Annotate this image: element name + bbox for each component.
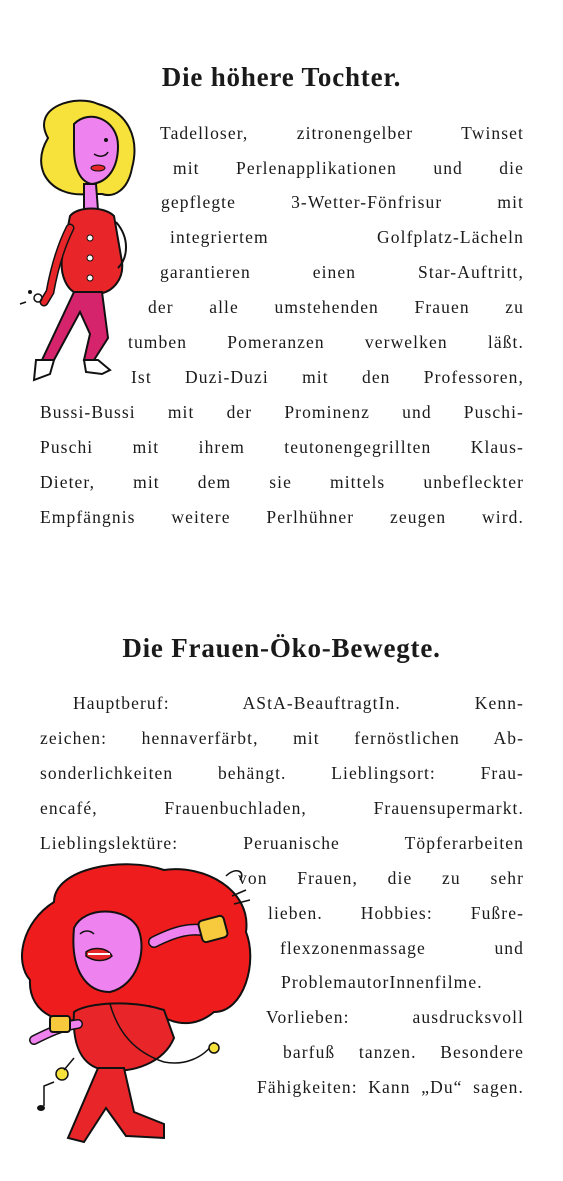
section2-line: zeichen: hennaverfärbt, mit fernöstlichen Ab-	[40, 728, 524, 748]
section1-line: Bussi-Bussi mit der Prominenz und Puschi-	[40, 402, 524, 422]
section1-line: Tadelloser, zitronengelber Twinset	[160, 123, 524, 143]
section2-line: flexzonenmassage und	[280, 938, 524, 958]
blonde-woman-illustration	[18, 98, 158, 394]
section2-line: ProblemautorInnenfilme.	[281, 972, 483, 992]
section1-line: garantieren einen Star-Auftritt,	[160, 262, 524, 282]
section2-line: lieben. Hobbies: Fußre-	[268, 903, 524, 923]
section2-line: von Frauen, die zu sehr	[238, 868, 524, 888]
section2-line: sonderlichkeiten behängt. Lieblingsort: Frau-	[40, 763, 524, 783]
section1-title: Die höhere Tochter.	[161, 62, 402, 92]
section1-line: Empfängnis weitere Perlhühner zeugen wird.	[40, 507, 524, 527]
section1-line: tumben Pomeranzen verwelken läßt.	[128, 332, 524, 352]
section1-line: mit Perlenapplikationen und die	[173, 158, 524, 178]
section2-line: encafé, Frauenbuchladen, Frauensupermarkt.	[40, 798, 524, 818]
section2-title: Die Frauen-Öko-Bewegte.	[122, 633, 441, 663]
section1-line: integriertem Golfplatz-Lächeln	[170, 227, 524, 247]
section2-line: Fähigkeiten: Kann „Du“ sagen.	[257, 1077, 524, 1097]
section1-line: gepflegte 3-Wetter-Fönfrisur mit	[161, 192, 524, 212]
section2-line: barfuß tanzen. Besondere	[283, 1042, 524, 1062]
section2-line: Lieblingslektüre: Peruanische Töpferarbeiten	[40, 833, 524, 853]
section2-line: Vorlieben: ausdrucksvoll	[266, 1007, 524, 1027]
section1-line: Puschi mit ihrem teutonengegrillten Klaus-	[40, 437, 524, 457]
section1-line: der alle umstehenden Frauen zu	[148, 297, 524, 317]
section1-line: Ist Duzi-Duzi mit den Professoren,	[131, 367, 524, 387]
red-haired-dancer-illustration	[14, 862, 268, 1150]
section1-line: Dieter, mit dem sie mittels unbefleckter	[40, 472, 524, 492]
section2-line: Hauptberuf: AStA-BeauftragtIn. Kenn-	[73, 693, 524, 713]
